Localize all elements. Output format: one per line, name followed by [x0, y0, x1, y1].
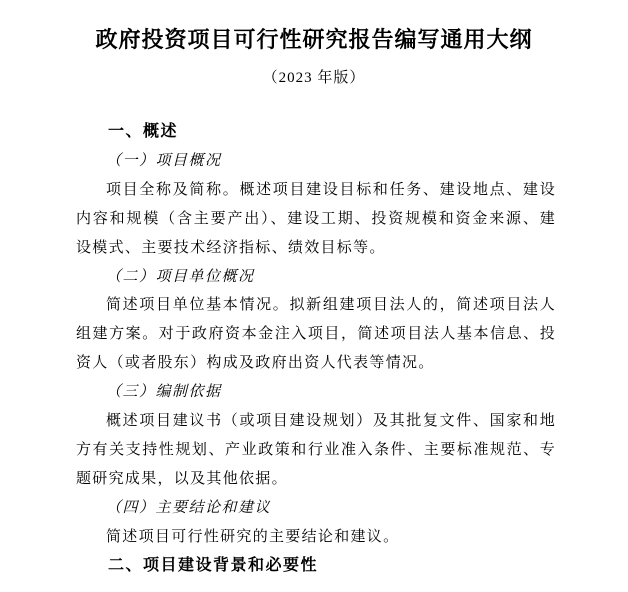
body-paragraph-4: 简述项目可行性研究的主要结论和建议。	[106, 528, 400, 545]
body-paragraph-1: 项目全称及简称。概述项目建设目标和任务、建设地点、建设内容和规模（含主要产出）、建设工期、投资规模和资金来源、建设模式、主要技术经济指标、绩效目标等。	[76, 181, 556, 256]
document-body	[0, 118, 628, 581]
subsection-heading-1: （一）项目概况	[106, 152, 222, 169]
body-paragraph-2: 简述项目单位基本情况。拟新组建项目法人的，简述项目法人组建方案。对于政府资本金注入项目，简述项目法人基本信息、投资人（或者股东）构成及政府出资人代表等情况。	[76, 297, 556, 372]
subsection-heading-2: （二）项目单位概况	[106, 268, 255, 285]
section-heading-2: 二、项目建设背景和必要性	[108, 556, 319, 574]
document-title: 政府投资项目可行性研究报告编写通用大纲	[95, 27, 533, 52]
subsection-heading-3: （三）编制依据	[106, 384, 222, 401]
subsection-heading-4: （四）主要结论和建议	[106, 499, 272, 516]
section-heading-1: 一、概述	[108, 123, 179, 140]
document-subtitle: （2023 年版）	[262, 70, 366, 86]
body-paragraph-3: 概述项目建议书（或项目建设规划）及其批复文件、国家和地方有关支持性规划、产业政策和行业准入条件、主要标准规范、专题研究成果，以及其他依据。	[76, 413, 556, 487]
